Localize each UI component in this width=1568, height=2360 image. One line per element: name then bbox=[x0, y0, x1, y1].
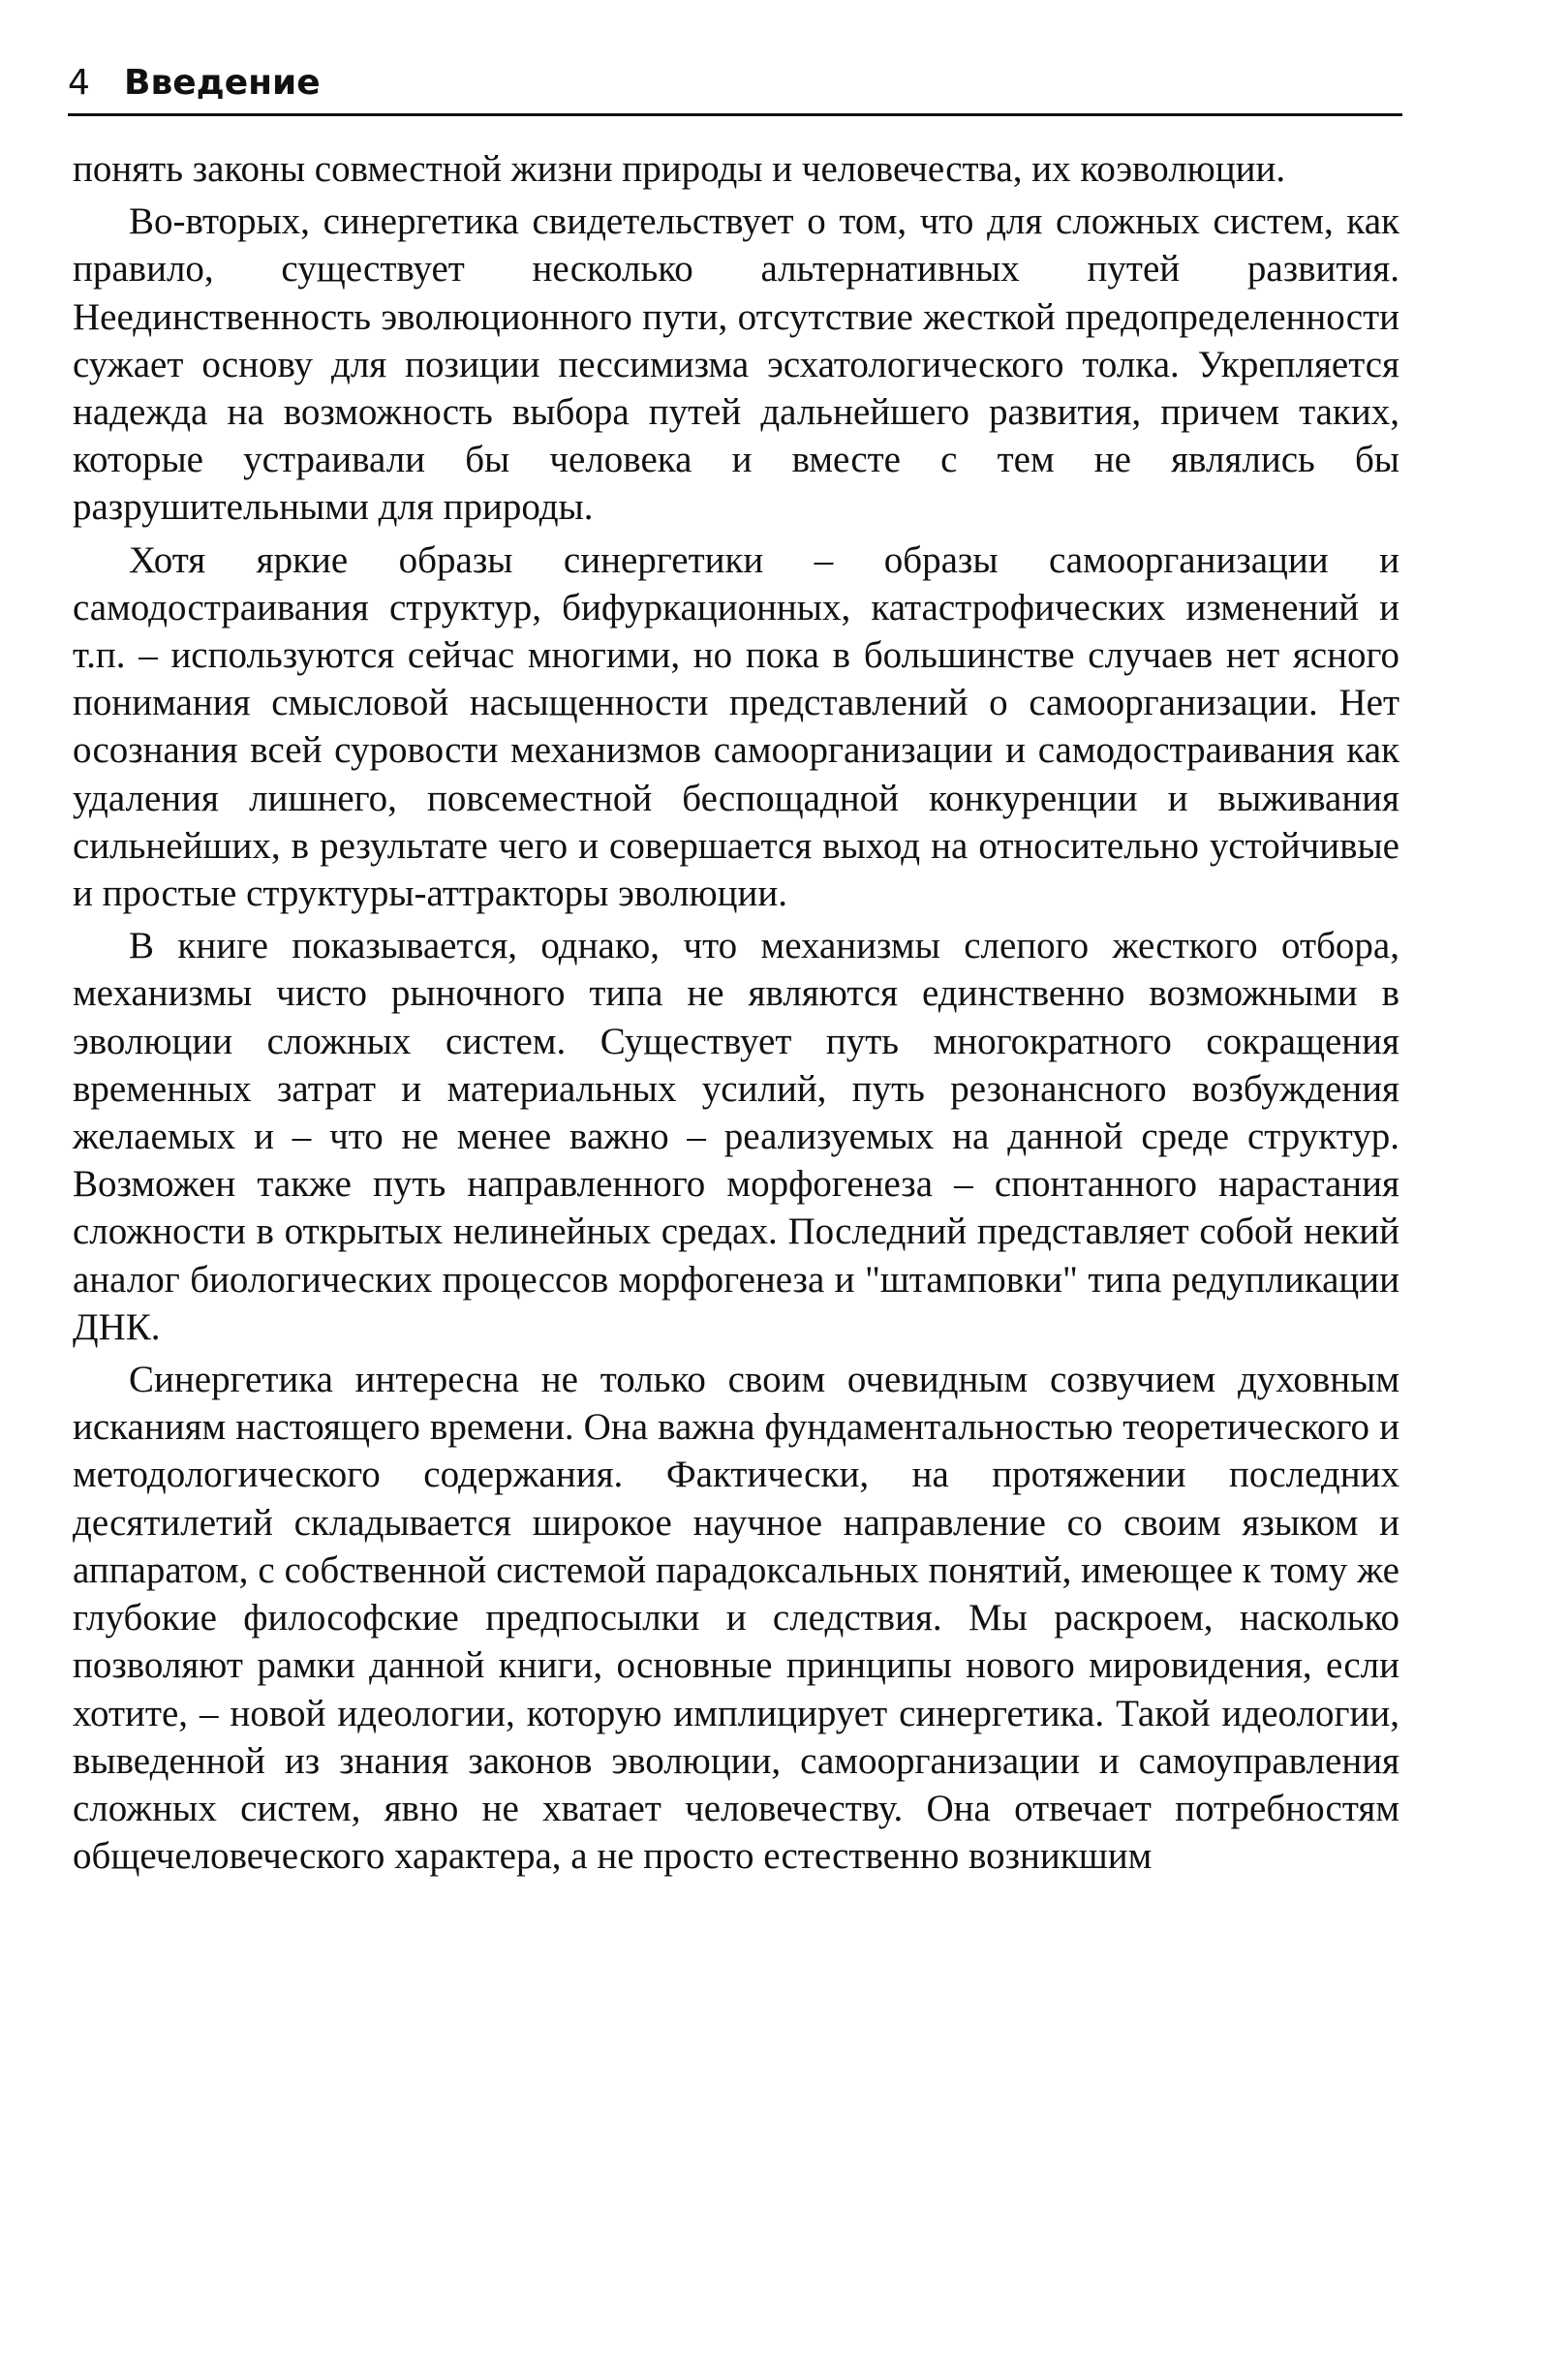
section-title: Введение bbox=[124, 63, 321, 103]
body-text bbox=[73, 145, 1399, 1885]
page-number: 4 bbox=[68, 63, 90, 103]
paragraph: Синергетика интересна не только своим очевидным созвучием духовным исканиям настоящего времени. Она важна фундаментальностью теоретического и методологического содержания. Фактически, на протяжении последних десятилетий складывается широкое научное направление со своим языком и аппаратом, с собственной системой парадоксальных понятий, имеющее к тому же глубокие философские предпосылки и следствия. Мы раскроем, насколько позволяют рамки данной книги, основные принципы нового мировидения, если хотите, – новой идеологии, которую имплицирует синергетика. Такой идеологии, выведенной из знания законов эволюции, самоорганизации и самоуправления сложных систем, явно не хватает человечеству. Она отвечает потребностям общечеловеческого характера, а не просто естественно возникшим bbox=[73, 1359, 1399, 1878]
paragraph: Хотя яркие образы синергетики – образы самоорганизации и самодостраивания структур, бифуркационных, катастрофических изменений и т.п. – используются сейчас многими, но пока в большинстве случаев нет ясного понимания смысловой насыщенности представлений о самоорганизации. Нет осознания всей суровости механизмов самоорганизации и самодостраивания как удаления лишнего, повсеместной беспощадной конкуренции и выживания сильнейших, в результате чего и совершается выход на относительно устойчивые и простые структуры-аттракторы эволюции. bbox=[73, 538, 1399, 915]
running-head bbox=[68, 56, 1404, 110]
paragraph: В книге показывается, однако, что механизмы слепого жесткого отбора, механизмы чисто рыночного типа не являются единственно возможными в эволюции сложных систем. Существует путь многократного сокращения временных затрат и материальных усилий, путь резонансного возбуждения желаемых и – что не менее важно – реализуемых на данной среде структур. Возможен также путь направленного морфогенеза – спонтанного нарастания сложности в открытых нелинейных средах. Последний представляет собой некий аналог биологических процессов морфогенеза и "штамповки" типа редупликации ДНК. bbox=[73, 925, 1399, 1348]
paragraph: Во-вторых, синергетика свидетельствует о том, что для сложных систем, как правило, существует несколько альтернативных путей развития. Неединственность эволюционного пути, отсутствие жесткой предопределенности сужает основу для позиции пессимизма эсхатологического толка. Укрепляется надежда на возможность выбора путей дальнейшего развития, причем таких, которые устраивали бы человека и вместе с тем не являлись бы разрушительными для природы. bbox=[73, 200, 1399, 529]
header-rule bbox=[68, 113, 1402, 116]
paragraph-continued: понять законы совместной жизни природы и человечества, их коэволюции. bbox=[73, 148, 1286, 190]
